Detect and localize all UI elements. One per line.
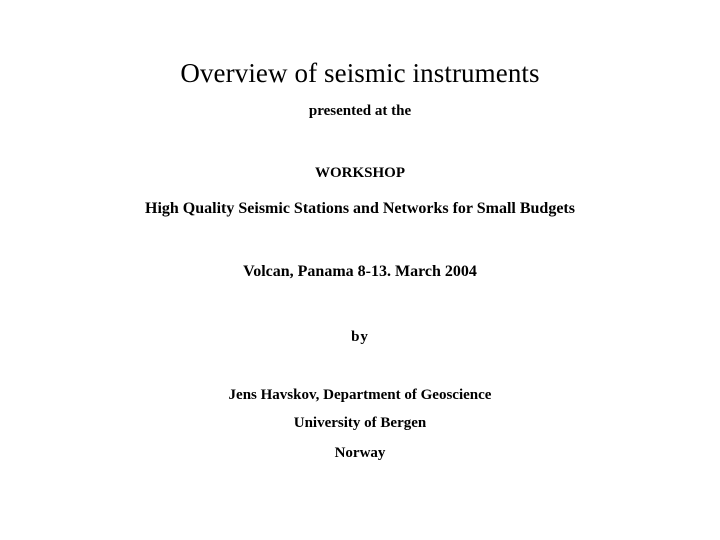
presented-at-text: presented at the bbox=[308, 103, 412, 119]
slide-title: Overview of seismic instruments bbox=[180, 58, 540, 88]
by-label: by bbox=[351, 329, 369, 345]
workshop-name: High Quality Seismic Stations and Networks for Small Budgets bbox=[145, 200, 575, 217]
author-line: Jens Havskov, Department of Geoscience bbox=[228, 387, 492, 403]
workshop-label: WORKSHOP bbox=[314, 165, 405, 181]
university-line: University of Bergen bbox=[293, 415, 427, 431]
venue-date: Volcan, Panama 8-13. March 2004 bbox=[243, 263, 477, 280]
country-line: Norway bbox=[334, 445, 386, 461]
